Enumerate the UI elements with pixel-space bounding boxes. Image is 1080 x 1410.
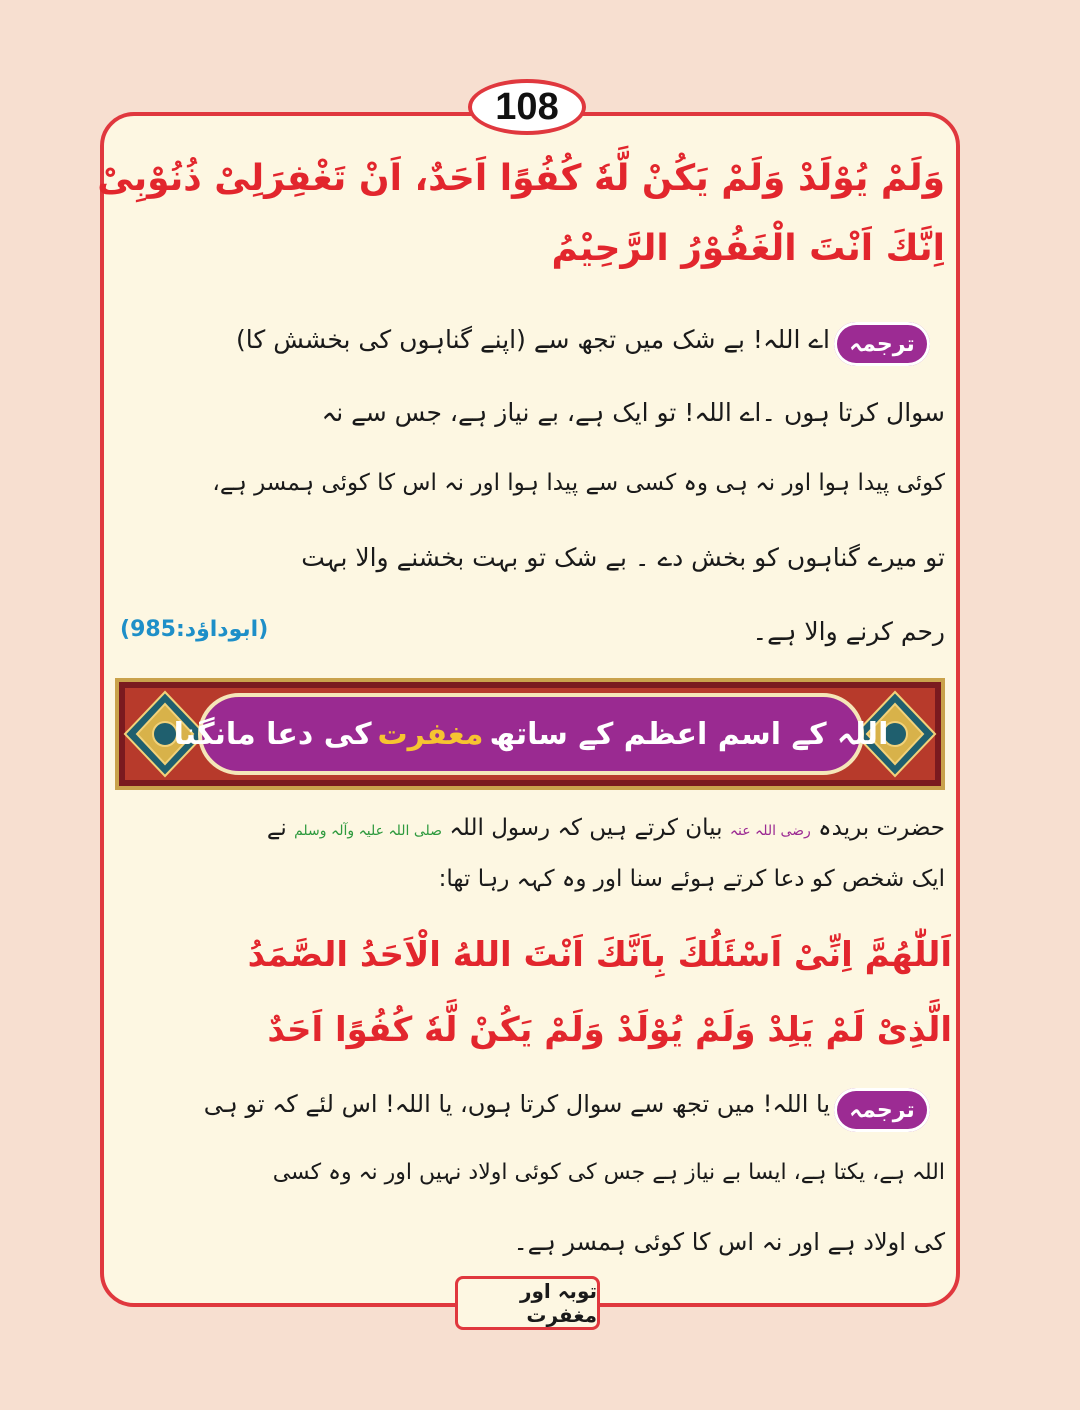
translation-line-5: رحم کرنے والا ہے۔ [752, 617, 945, 646]
translation-line-1: اے اللہ! بے شک میں تجھ سے (اپنے گناہوں کی بخشش کا) [235, 325, 830, 354]
translation-badge: ترجمہ [834, 322, 930, 366]
narration-line-1 [267, 815, 945, 841]
heading-text-start: اللہ کے اسم اعظم کے ساتھ [489, 716, 889, 752]
heading-text-end: کی دعا مانگنا [173, 716, 372, 752]
translation-line-2: سوال کرتا ہوں ۔اے اللہ! تو ایک ہے، بے نیاز ہے، جس سے نہ [321, 398, 945, 427]
translation-badge-2: ترجمہ [834, 1088, 930, 1132]
arabic-line-2: اِنَّكَ اَنْتَ الْغَفُوْرُ الرَّحِيْمُ [551, 228, 945, 269]
honorific-salawat: صلی اللہ علیہ وآلہ وسلم [294, 823, 443, 839]
page-number: 108 [468, 79, 586, 135]
dua-arabic-line-1: اَللّٰهُمَّ اِنِّیْ اَسْئَلُكَ بِاَنَّكَ اَنْتَ اللهُ الْاَحَدُ الصَّمَدُ [247, 935, 952, 975]
dua-arabic-line-2: الَّذِیْ لَمْ يَلِدْ وَلَمْ يُوْلَدْ وَلَمْ يَكُنْ لَّهٗ كُفُوًا اَحَدٌ [267, 1010, 952, 1050]
section-heading [173, 693, 889, 775]
hadith-reference: (ابوداؤد:985) [120, 617, 269, 642]
translation-line-4: تو میرے گناہوں کو بخش دے ۔ بے شک تو بہت بخشنے والا بہت [301, 543, 945, 572]
dua-translation-line-1: یا اللہ! میں تجھ سے سوال کرتا ہوں، یا اللہ! اس لئے کہ تو ہی [203, 1090, 830, 1118]
dua-translation-line-2: اللہ ہے، یکتا ہے، ایسا بے نیاز ہے جس کی کوئی اولاد نہیں اور نہ وہ کسی [272, 1160, 945, 1185]
narration-end: نے [266, 815, 287, 841]
honorific-radiallah: رضی اللہ عنہ [729, 823, 811, 839]
translation-line-3: کوئی پیدا ہوا اور نہ ہی وہ کسی سے پیدا ہوا اور نہ اس کا کوئی ہمسر ہے، [212, 470, 945, 496]
narration-start: حضرت بریدہ [818, 815, 945, 841]
book-title-footer: توبہ اور مغفرت [455, 1276, 600, 1330]
arabic-line-1: وَلَمْ يُوْلَدْ وَلَمْ يَكُنْ لَّهٗ كُفُوًا اَحَدٌ، اَنْ تَغْفِرَلِیْ ذُنُوْبِیْ [97, 158, 945, 199]
heading-highlight: مغفرت [377, 716, 484, 752]
narration-middle: بیان کرتے ہیں کہ رسول اللہ [449, 815, 723, 841]
narration-line-2: ایک شخص کو دعا کرتے ہوئے سنا اور وہ کہہ رہا تھا: [438, 866, 945, 892]
dua-translation-line-3: کی اولاد ہے اور نہ اس کا کوئی ہمسر ہے۔ [513, 1228, 945, 1256]
